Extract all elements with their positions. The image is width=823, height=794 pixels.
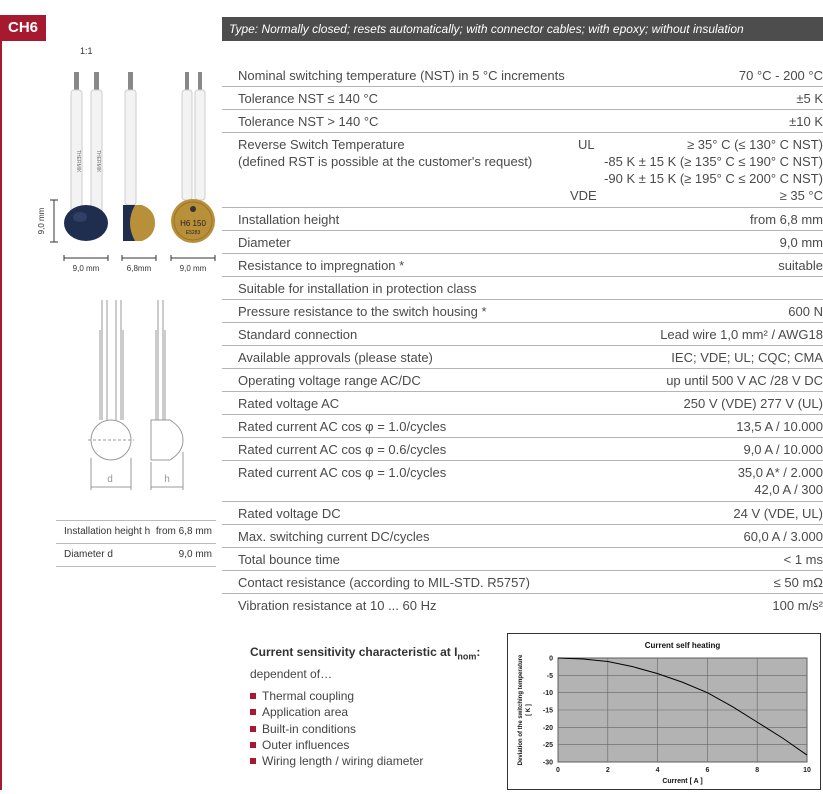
svg-text:THERMIK: THERMIK xyxy=(75,150,81,173)
height-dimension xyxy=(37,200,58,242)
spec-row xyxy=(222,548,823,571)
svg-text:THERMIK: THERMIK xyxy=(95,150,101,173)
spec-label: Diameter xyxy=(238,235,291,250)
dimension-label: Diameter d xyxy=(64,549,113,560)
section-tag: CH6 xyxy=(0,15,46,41)
spec-value-line: 42,0 A / 300 xyxy=(754,482,823,497)
spec-value-line: ≥ 35 °C xyxy=(779,188,823,203)
cap-code: E5283 xyxy=(185,230,201,236)
chart-x-tick-label: 6 xyxy=(705,767,710,774)
sensitivity-title-text: Current sensitivity characteristic at I xyxy=(250,645,458,659)
dimension-row xyxy=(56,544,216,567)
chart-y-tick-label: -25 xyxy=(542,742,553,750)
spec-row xyxy=(222,461,823,502)
spec-value: 9,0 A / 10.000 xyxy=(743,442,823,457)
spec-value-line: ≥ 35° C (≤ 130° C NST) xyxy=(687,137,823,152)
spec-value: 24 V (VDE, UL) xyxy=(733,506,823,521)
spec-label: Max. switching current DC/cycles xyxy=(238,529,430,544)
spec-label: Nominal switching temperature (NST) in 5 °C increments xyxy=(238,68,565,83)
dimension-table xyxy=(56,520,216,567)
spec-label-note: (defined RST is possible at the customer's request) xyxy=(238,154,533,169)
spec-value: < 1 ms xyxy=(783,552,823,567)
spec-value: IEC; VDE; UL; CQC; CMA xyxy=(671,350,823,365)
spec-label: Tolerance NST ≤ 140 °C xyxy=(238,91,378,106)
chart-svg xyxy=(508,634,820,789)
spec-label: Standard connection xyxy=(238,327,358,342)
spec-row xyxy=(222,346,823,369)
spec-row xyxy=(222,323,823,346)
spec-value: 60,0 A / 3.000 xyxy=(743,529,823,544)
spec-row xyxy=(222,594,823,617)
height-label: 9,0 mm xyxy=(37,207,46,235)
spec-value: 70 °C - 200 °C xyxy=(738,68,823,83)
spec-value: ±5 K xyxy=(796,91,823,106)
vde-mark: VDE xyxy=(570,188,597,203)
chart-y-tick-label: -15 xyxy=(542,707,553,715)
sensitivity-title-colon: : xyxy=(476,645,481,659)
spec-label: Suitable for installation in protection class xyxy=(238,281,477,296)
dim-label: 9,0 mm xyxy=(72,264,100,273)
chart-y-tick-label: -5 xyxy=(546,672,553,680)
spec-row xyxy=(222,208,823,231)
chart-y-tick-label: -10 xyxy=(542,690,553,698)
spec-value: up until 500 V AC /28 V DC xyxy=(666,373,823,388)
list-item: Application area xyxy=(250,704,490,720)
spec-label: Contact resistance (according to MIL-STD. R5757) xyxy=(238,575,530,590)
spec-value: ≤ 50 mΩ xyxy=(773,575,823,590)
chart-title: Current self heating xyxy=(644,641,721,650)
spec-value: 9,0 mm xyxy=(779,235,823,250)
spec-row xyxy=(222,392,823,415)
spec-value-line: 35,0 A* / 2.000 xyxy=(737,465,823,480)
self-heating-chart xyxy=(507,633,821,790)
dim-label: 6,8mm xyxy=(126,264,152,273)
spec-value: 13,5 A / 10.000 xyxy=(736,419,823,434)
spec-label: Tolerance NST > 140 °C xyxy=(238,114,379,129)
chart-x-tick-label: 0 xyxy=(556,767,560,774)
outline-drawing xyxy=(88,300,183,490)
ul-mark: UL xyxy=(578,137,595,152)
spec-label: Rated current AC cos φ = 1.0/cycles xyxy=(238,465,447,480)
list-item: Thermal coupling xyxy=(250,688,490,704)
dim-label: 9,0 mm xyxy=(179,264,207,273)
spec-label: Total bounce time xyxy=(238,552,340,567)
spec-row xyxy=(222,571,823,594)
spec-value-line: -85 K ± 15 K (≥ 135° C ≤ 190° C NST) xyxy=(604,154,823,169)
list-item: Built-in conditions xyxy=(250,721,490,737)
spec-label: Rated voltage DC xyxy=(238,506,341,521)
sensitivity-list xyxy=(250,688,490,769)
chart-y-tick-label: 0 xyxy=(549,655,553,663)
spec-value: suitable xyxy=(778,258,823,273)
spec-row xyxy=(222,64,823,87)
chart-y-tick-label: -30 xyxy=(542,759,553,767)
spec-row xyxy=(222,438,823,461)
spec-label: Operating voltage range AC/DC xyxy=(238,373,421,388)
section-rule xyxy=(0,15,2,790)
spec-label: Reverse Switch Temperature xyxy=(238,137,405,152)
d-label: d xyxy=(107,474,113,485)
spec-value-line: -90 K ± 15 K (≥ 195° C ≤ 200° C NST) xyxy=(604,171,823,186)
spec-label: Rated current AC cos φ = 1.0/cycles xyxy=(238,419,447,434)
spec-label: Available approvals (please state) xyxy=(238,350,433,365)
spec-row xyxy=(222,231,823,254)
spec-row xyxy=(222,110,823,133)
spec-label: Rated current AC cos φ = 0.6/cycles xyxy=(238,442,447,457)
spec-row xyxy=(222,369,823,392)
sensitivity-section xyxy=(250,645,490,769)
spec-table xyxy=(222,64,823,617)
spec-value: 600 N xyxy=(788,304,823,319)
chart-y-label: [ K ] xyxy=(526,704,532,716)
spec-label: Vibration resistance at 10 ... 60 Hz xyxy=(238,598,437,613)
dimension-value: 9,0 mm xyxy=(178,549,212,560)
spec-row xyxy=(222,300,823,323)
h-label: h xyxy=(164,474,170,485)
chart-y-tick-label: -20 xyxy=(542,724,553,732)
spec-row xyxy=(222,525,823,548)
cap-text: H6 150 xyxy=(180,219,206,228)
sensitivity-title xyxy=(250,645,490,662)
dimension-label: Installation height h xyxy=(64,526,151,537)
list-item: Outer influences xyxy=(250,737,490,753)
spec-value: 250 V (VDE) 277 V (UL) xyxy=(683,396,823,411)
spec-label: Pressure resistance to the switch housing * xyxy=(238,304,487,319)
spec-row xyxy=(222,254,823,277)
sensor-front-view xyxy=(64,72,108,241)
spec-value xyxy=(738,464,823,498)
spec-row xyxy=(222,277,823,300)
list-item: Wiring length / wiring diameter xyxy=(250,753,490,769)
sensor-cap-view xyxy=(171,72,215,243)
sensitivity-dependent: dependent of… xyxy=(250,667,333,681)
chart-x-tick-label: 4 xyxy=(655,767,660,774)
chart-x-tick-label: 2 xyxy=(605,767,610,774)
dimension-value: from 6,8 mm xyxy=(155,526,212,537)
spec-value: from 6,8 mm xyxy=(750,212,823,227)
spec-label: Installation height xyxy=(238,212,340,227)
sensitivity-title-sub: nom xyxy=(457,651,477,662)
spec-label: Resistance to impregnation * xyxy=(238,258,405,273)
type-banner: Type: Normally closed; resets automatically; with connector cables; with epoxy; without insulation xyxy=(222,17,823,41)
chart-x-tick-label: 8 xyxy=(755,767,760,774)
dimension-row xyxy=(56,520,216,544)
scale-label: 1:1 xyxy=(80,46,93,56)
spec-value: 100 m/s² xyxy=(772,598,823,613)
spec-row-reverse-switch xyxy=(222,133,823,208)
chart-y-label: Deviation of the switching temperature xyxy=(518,654,524,766)
spec-value: Lead wire 1,0 mm² / AWG18 xyxy=(660,327,823,342)
spec-label: Rated voltage AC xyxy=(238,396,340,411)
sensor-side-view xyxy=(123,72,155,241)
width-dimensions xyxy=(64,255,215,273)
chart-x-label: Current [ A ] xyxy=(662,778,703,785)
chart-x-tick-label: 10 xyxy=(803,767,811,774)
product-drawing xyxy=(30,60,225,510)
spec-row xyxy=(222,415,823,438)
spec-row xyxy=(222,87,823,110)
spec-value: ±10 K xyxy=(789,114,823,129)
spec-row xyxy=(222,502,823,525)
spec-value xyxy=(604,136,823,204)
